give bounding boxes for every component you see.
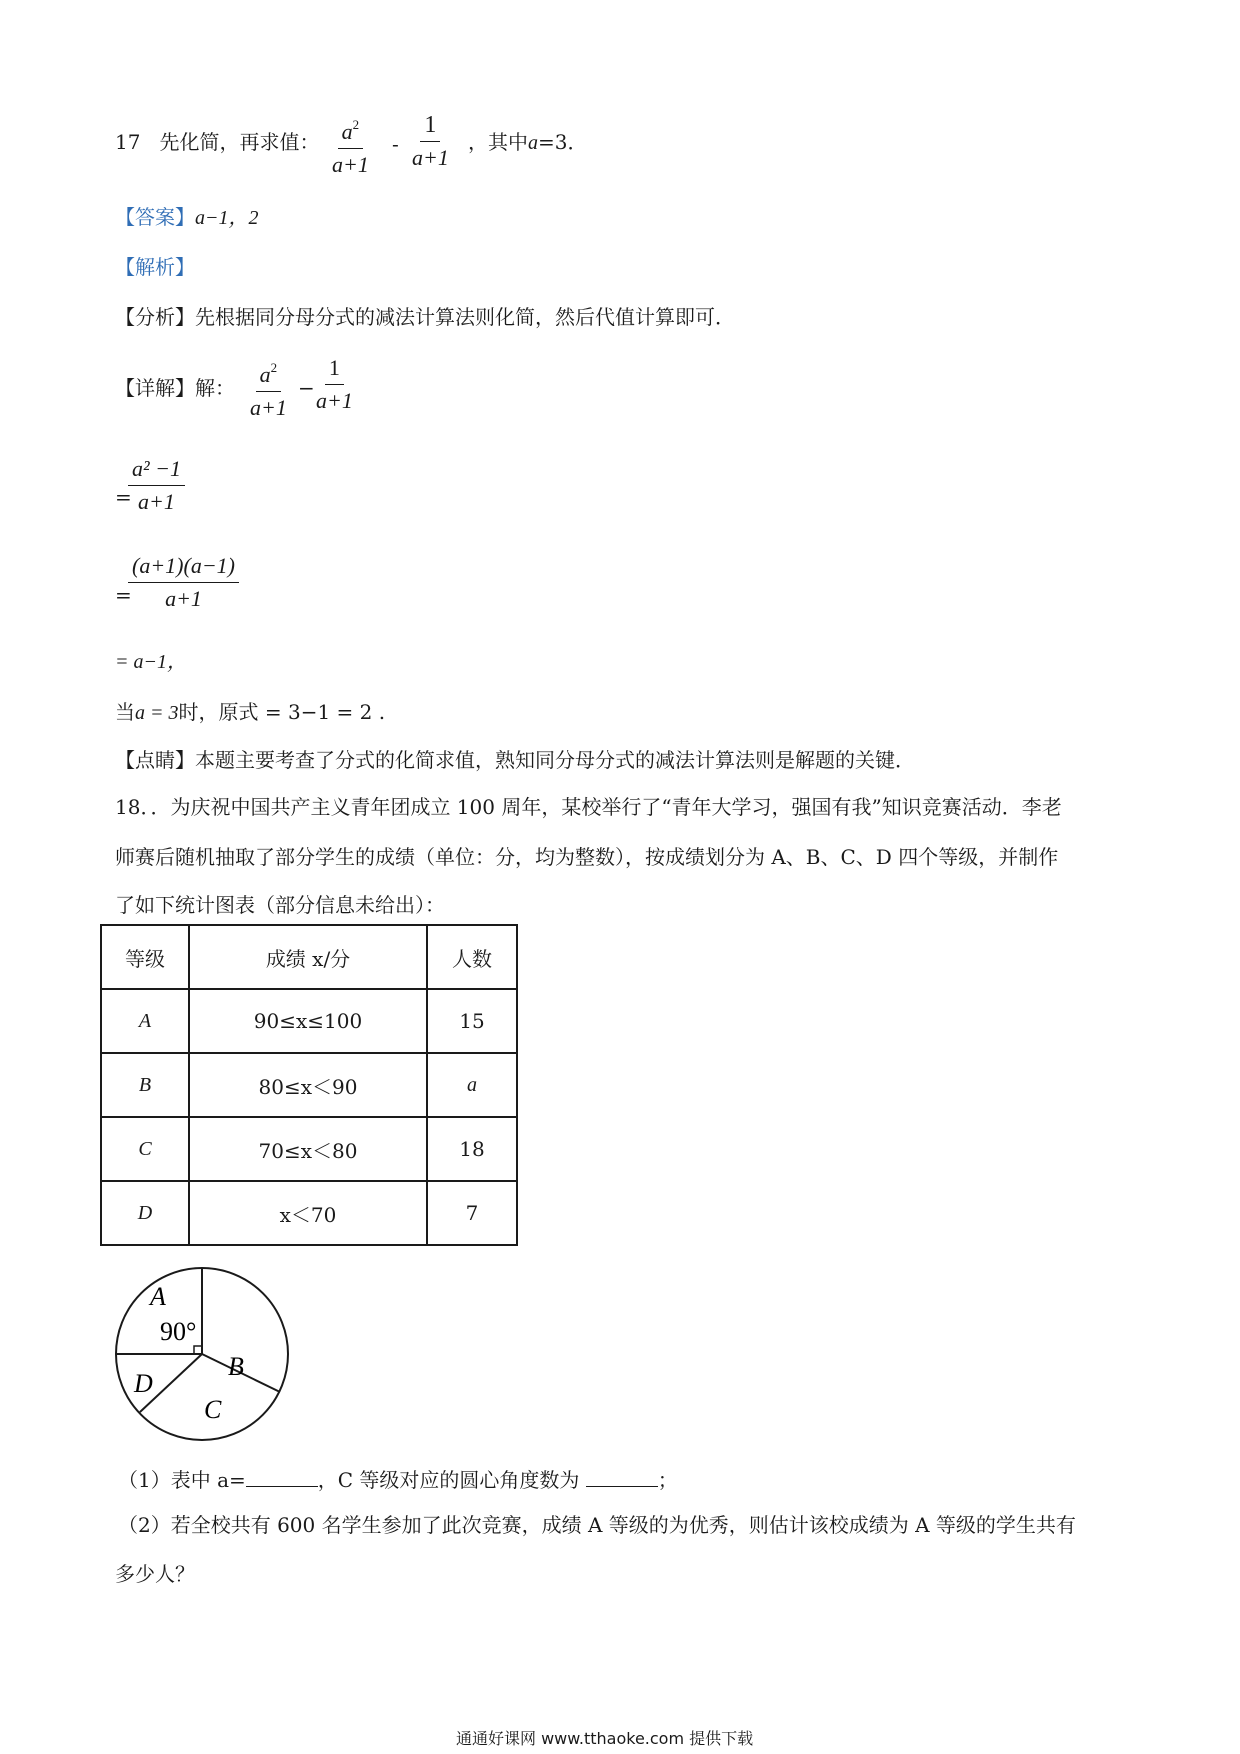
eval-mid: a = 3	[135, 702, 179, 724]
grade-table	[100, 924, 518, 1246]
q17-condition-value: =3．	[538, 130, 588, 154]
detail-fraction-1	[246, 355, 291, 421]
d-f2-numerator: 1	[325, 355, 344, 385]
q17-fraction-1	[328, 112, 373, 178]
sub1-part-a: （1）表中 a=	[118, 1468, 246, 1492]
q18-line-2: 师赛后随机抽取了部分学生的成绩（单位：分，均为整数），按成绩划分为 A、B、C、D 四个等级，并制作	[115, 845, 1059, 869]
step2-numerator: (a+1)(a−1)	[128, 553, 239, 583]
sub1-part-c: ；	[657, 1468, 678, 1492]
table-cell: D	[101, 1181, 189, 1245]
step1-numerator: a² −1	[128, 456, 185, 486]
f2-numerator: 1	[420, 112, 440, 142]
f1-exponent: 2	[352, 117, 360, 132]
sub-question-2-line-1: （2）若全校共有 600 名学生参加了此次竞赛，成绩 A 等级的为优秀，则估计该校成绩为 A 等级的学生共有	[118, 1513, 1076, 1537]
table-cell: a	[427, 1053, 517, 1117]
q18-line-3: 了如下统计图表（部分信息未给出）：	[115, 893, 445, 917]
pie-label-a: A	[150, 1282, 166, 1311]
q17-number: 17	[115, 130, 141, 154]
pie-label-d: D	[134, 1369, 153, 1398]
eq-sign-2: =	[115, 583, 132, 607]
table-row	[101, 1117, 517, 1181]
pie-figure	[110, 1262, 300, 1452]
table-row	[101, 1053, 517, 1117]
answer-blank-angle[interactable]	[586, 1466, 658, 1487]
d-f2-denominator: a+1	[316, 388, 353, 413]
dianjing-line: 【点睛】本题主要考查了分式的化简求值，熟知同分母分式的减法计算法则是解题的关键．	[115, 748, 915, 772]
step2-denominator: a+1	[165, 586, 202, 611]
q18-line-1: 18．．为庆祝中国共产主义青年团成立 100 周年，某校举行了“青年大学习，强国有我”知识竞赛活动．李老	[115, 795, 1062, 819]
q17-line	[115, 130, 320, 154]
q17-condition	[468, 130, 587, 155]
table-cell: A	[101, 989, 189, 1053]
table-header-cell: 人数	[427, 925, 517, 989]
analysis-tag: 【解析】	[115, 255, 195, 279]
sub1-part-b: ，C 等级对应的圆心角度数为	[317, 1468, 580, 1492]
table-row	[101, 1181, 517, 1245]
table-cell: x＜70	[189, 1181, 427, 1245]
f2-denominator: a+1	[412, 145, 449, 170]
sub-question-2-line-2: 多少人？	[115, 1562, 195, 1586]
q17-condition-var: a	[528, 132, 538, 154]
d-f1-numerator: a	[259, 362, 271, 387]
detail-minus: −	[298, 376, 315, 400]
d-f1-exponent: 2	[270, 360, 278, 375]
step2-fraction	[128, 553, 239, 612]
q17-fraction-2	[408, 112, 453, 171]
q17-condition-text: ，其中	[468, 130, 528, 154]
detail-fraction-2	[312, 355, 357, 414]
table-cell: 7	[427, 1181, 517, 1245]
eval-post: 时，原式 = 3−1 = 2 .	[178, 700, 386, 724]
table-cell: C	[101, 1117, 189, 1181]
eval-pre: 当	[115, 700, 135, 724]
answer-text: a−1，2	[195, 207, 259, 229]
table-cell: 18	[427, 1117, 517, 1181]
pie-label-c: C	[204, 1395, 222, 1424]
footer-text: 通通好课网 www.tthaoke.com 提供下载	[456, 1729, 754, 1748]
table-header-row	[101, 925, 517, 989]
table-cell: 90≤x≤100	[189, 989, 427, 1053]
table-cell: B	[101, 1053, 189, 1117]
pie-angle-label: 90°	[160, 1317, 197, 1346]
q17-prompt: 先化简，再求值：	[159, 130, 320, 154]
table-cell: 80≤x＜90	[189, 1053, 427, 1117]
f1-denominator: a+1	[332, 152, 369, 177]
xiangjie-tag: 【详解】解：	[115, 376, 235, 400]
answer-blank-a[interactable]	[246, 1466, 318, 1487]
answer-line	[115, 205, 259, 230]
fenxi-line: 【分析】先根据同分母分式的减法计算法则化简，然后代值计算即可．	[115, 305, 735, 329]
table-header-cell: 等级	[101, 925, 189, 989]
table-row	[101, 989, 517, 1053]
table-header-cell: 成绩 x/分	[189, 925, 427, 989]
table-cell: 70≤x＜80	[189, 1117, 427, 1181]
answer-tag: 【答案】	[115, 205, 195, 229]
pie-label-b: B	[228, 1352, 244, 1381]
sub-question-1	[118, 1466, 678, 1492]
step3-line: = a−1，	[115, 651, 187, 673]
right-angle-mark	[194, 1346, 202, 1354]
step1-denominator: a+1	[138, 489, 175, 514]
q17-minus: -	[392, 132, 399, 156]
table-cell: 15	[427, 989, 517, 1053]
eq-sign-1: =	[115, 485, 132, 509]
eval-line	[115, 700, 385, 725]
step1-fraction	[128, 456, 185, 515]
f1-numerator: a	[341, 119, 353, 144]
d-f1-denominator: a+1	[250, 395, 287, 420]
